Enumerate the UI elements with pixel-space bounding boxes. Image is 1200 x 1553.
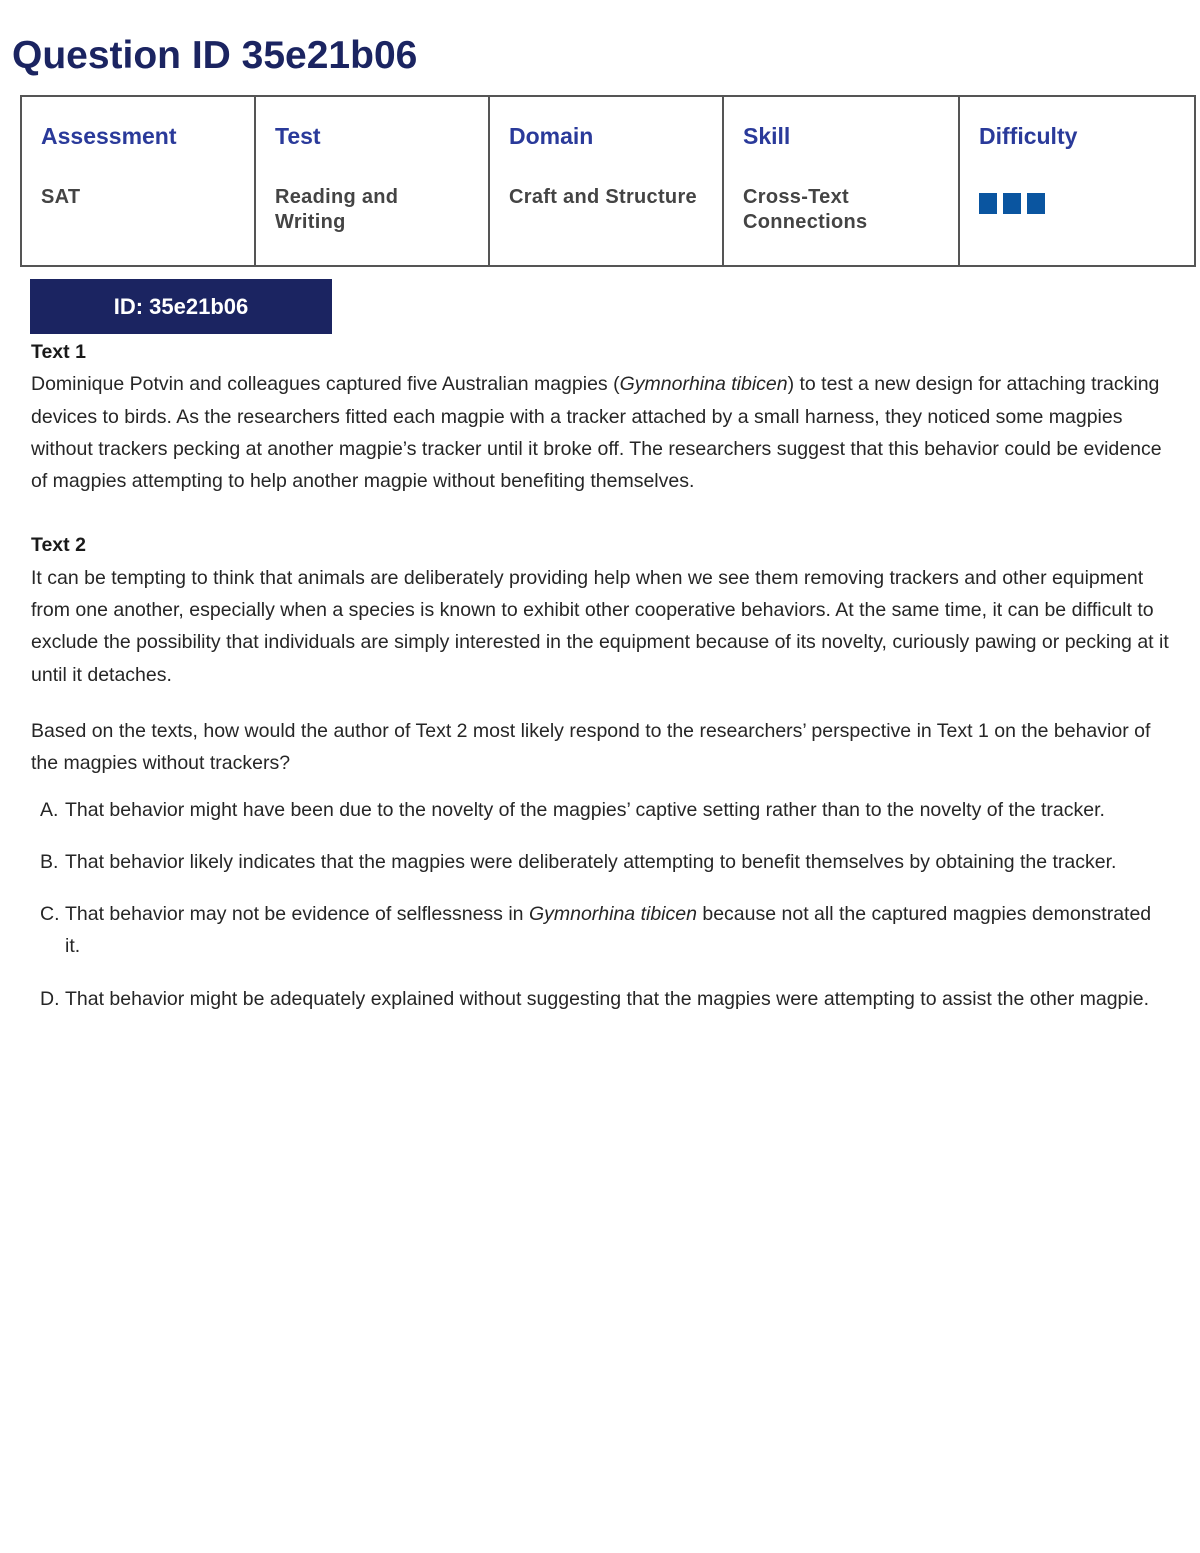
- text2-label: Text 2: [31, 534, 86, 557]
- meta-value-assessment: SAT: [41, 186, 81, 208]
- text1-passage: [31, 368, 1171, 497]
- meta-cell-assessment: [20, 95, 256, 267]
- option-b[interactable]: [31, 846, 1171, 878]
- option-c-text-after: because not all the captured magpies demonstrated it.: [65, 903, 1152, 958]
- meta-label-assessment: Assessment: [41, 123, 177, 149]
- meta-label-difficulty: Difficulty: [979, 123, 1078, 149]
- question-stem: Based on the texts, how would the author of Text 2 most likely respond to the researchers’ perspective in Text 1 on the behavior of the magpies without trackers?: [31, 719, 1151, 775]
- meta-cell-domain: [488, 95, 724, 267]
- text1-part1: Dominique Potvin and colleagues captured five Australian magpies (: [31, 373, 620, 396]
- meta-value-domain: Craft and Structure: [509, 186, 697, 208]
- meta-cell-test: [254, 95, 490, 267]
- option-d-letter: D.: [40, 987, 60, 1010]
- option-c-species: Gymnorhina tibicen: [528, 903, 697, 926]
- meta-label-domain: Domain: [509, 123, 594, 149]
- meta-value-test: Reading and Writing: [275, 186, 399, 233]
- text1-part2: ) to test a new design for attaching tracking devices to birds. As the researchers fitted each magpie with a tracker attached by a small harness, they noticed some magpies without trackers pecking at another magpie’s tracker until it broke off. The researchers suggest that this behavior could be evidence of magpies attempting to help another magpie without benefiting themselves.: [31, 373, 1162, 493]
- question-id-banner: ID: 35e21b06: [30, 279, 332, 334]
- option-b-text: That behavior likely indicates that the magpies were deliberately attempting to benefit themselves by obtaining the tracker.: [65, 850, 1117, 873]
- meta-value-skill-line1: Cross-Text: [743, 186, 849, 208]
- page-title: Question ID 35e21b06: [12, 34, 418, 77]
- question-meta-table: [20, 95, 1196, 267]
- text1-label: Text 1: [31, 341, 86, 363]
- difficulty-bar-2: [1003, 193, 1021, 214]
- passage-spacer: [31, 497, 1171, 529]
- option-d-text: That behavior might be adequately explained without suggesting that the magpies were attempting to assist the other magpie.: [65, 987, 1149, 1010]
- option-c-text-before: That behavior may not be evidence of selflessness in: [65, 903, 529, 926]
- meta-cell-skill: [722, 95, 960, 267]
- question-content: [31, 336, 1171, 1035]
- option-b-letter: B.: [40, 850, 59, 873]
- meta-label-test: Test: [275, 123, 321, 149]
- option-d[interactable]: [31, 983, 1171, 1015]
- text1-species: Gymnorhina tibicen: [619, 373, 788, 396]
- meta-cell-difficulty: [958, 95, 1196, 267]
- difficulty-bar-3: [1027, 193, 1045, 214]
- option-a[interactable]: [31, 794, 1171, 826]
- option-a-letter: A.: [40, 798, 59, 821]
- option-c-text: [65, 898, 1171, 963]
- difficulty-bar-1: [979, 193, 997, 214]
- meta-value-skill: [743, 185, 940, 235]
- option-c-letter: C.: [40, 903, 60, 926]
- meta-value-skill-line2: Connections: [743, 211, 868, 233]
- option-c[interactable]: [31, 898, 1171, 963]
- meta-label-skill: Skill: [743, 123, 791, 149]
- text2-passage: It can be tempting to think that animals are deliberately providing help when we see them removing trackers and other equipment from one another, especially when a species is known to exhibit other cooperative behaviors. At the same time, it can be difficult to exclude the possibility that individuals are simply interested in the equipment because of its novelty, curiously pawing or pecking at it until it detaches.: [31, 566, 1169, 686]
- answer-options: [31, 794, 1171, 1015]
- difficulty-indicator: [979, 193, 1176, 214]
- option-a-text: That behavior might have been due to the novelty of the magpies’ captive setting rather than to the novelty of the tracker.: [65, 798, 1105, 821]
